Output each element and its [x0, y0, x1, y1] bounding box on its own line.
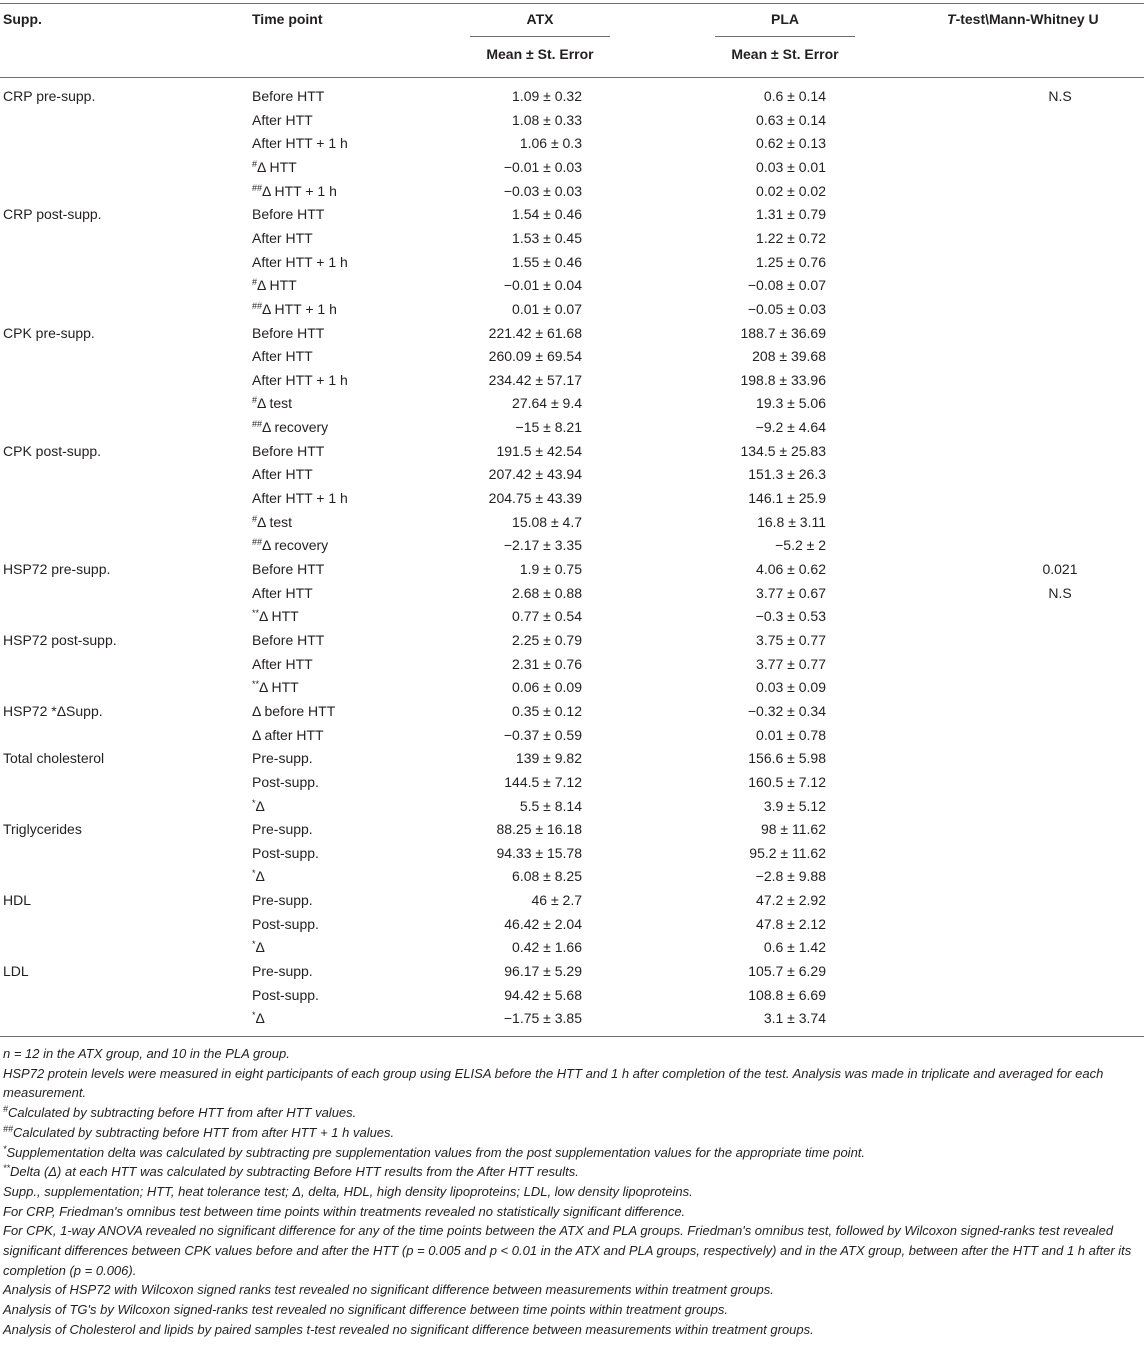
row-atx-value: 94.42 ± 5.68	[504, 986, 582, 1003]
row-footnote-marker: *	[252, 1010, 256, 1021]
row-time-point	[252, 274, 297, 298]
row-test-result	[1020, 440, 1100, 464]
row-time-point	[252, 676, 299, 700]
row-atx-value: 144.5 ± 7.12	[504, 773, 582, 790]
header-test	[947, 11, 1099, 27]
row-time-point	[252, 700, 335, 724]
footnote-text: Supp., supplementation; HTT, heat tolerance test; Δ, delta, HDL, high density lipoproteins; LDL, low density lipoproteins.	[3, 1183, 693, 1199]
row-time-point	[252, 889, 313, 913]
row-atx-value: 94.33 ± 15.78	[496, 844, 582, 861]
row-pla-value: −0.3 ± 0.53	[755, 608, 826, 625]
header-test-rest: -test\Mann-Whitney U	[955, 11, 1099, 27]
header-atx-sub: Mean ± St. Error	[486, 46, 594, 62]
row-time-point	[252, 416, 328, 440]
pla-subheader-rule	[715, 36, 855, 37]
row-atx-value: −0.01 ± 0.03	[503, 158, 582, 175]
row-pla-value: 47.8 ± 2.12	[756, 915, 826, 932]
header-pla: PLA	[771, 11, 799, 27]
row-pla-value: −5.2 ± 2	[775, 537, 826, 554]
row-atx-value: 0.42 ± 1.66	[512, 939, 582, 956]
footnote	[3, 1064, 1141, 1103]
row-test-result	[1020, 298, 1100, 322]
row-test-result	[1020, 345, 1100, 369]
row-footnote-marker: #	[252, 277, 258, 288]
row-pla-value: 0.03 ± 0.01	[756, 158, 826, 175]
row-time-point	[252, 487, 348, 511]
row-atx-value: 5.5 ± 8.14	[519, 797, 582, 814]
row-pla-value: 108.8 ± 6.69	[748, 986, 826, 1003]
row-pla-value: 1.22 ± 0.72	[756, 229, 826, 246]
row-time-point	[252, 132, 348, 156]
row-time-point-label: Δ after HTT	[252, 726, 324, 743]
row-supplement-label: Total cholesterol	[3, 750, 105, 767]
row-time-point	[252, 747, 313, 771]
row-time-point-label: After HTT + 1 h	[252, 135, 348, 152]
row-pla-value: 0.63 ± 0.14	[756, 111, 826, 128]
row-test-result	[1020, 322, 1100, 346]
footnote	[3, 1123, 1141, 1143]
row-time-point-label: After HTT	[252, 655, 313, 672]
row-pla-value: 19.3 ± 5.06	[756, 395, 826, 412]
row-test-result	[1020, 511, 1100, 535]
row-test-result	[1020, 416, 1100, 440]
row-pla-value: −2.8 ± 9.88	[755, 868, 826, 885]
row-time-point	[252, 345, 313, 369]
row-time-point-label: Pre-supp.	[252, 821, 313, 838]
row-time-point-label: Before HTT	[252, 88, 325, 104]
row-atx-value: 6.08 ± 8.25	[512, 868, 582, 885]
row-pla-value: 156.6 ± 5.98	[748, 750, 826, 767]
row-time-point-label: Δ test	[257, 395, 293, 412]
row-test-result	[1020, 653, 1100, 677]
row-test-result	[1020, 889, 1100, 913]
row-footnote-marker: **	[252, 679, 260, 690]
footnote-marker: ##	[3, 1123, 14, 1134]
row-time-point-label: Pre-supp.	[252, 892, 313, 909]
row-test-result	[1020, 747, 1100, 771]
row-time-point-label: Post-supp.	[252, 915, 319, 932]
row-test-result	[1020, 795, 1100, 819]
row-time-point-label: Δ HTT + 1 h	[262, 182, 337, 199]
row-test-result	[1020, 369, 1100, 393]
row-pla-value: −9.2 ± 4.64	[755, 419, 826, 436]
row-time-point-label: Δ recovery	[262, 537, 329, 554]
row-time-point-label: Post-supp.	[252, 844, 319, 861]
row-pla-value: 0.01 ± 0.78	[756, 726, 826, 743]
row-supplement-label: CRP pre-supp.	[3, 88, 96, 104]
row-supplement-label: CPK pre-supp.	[3, 324, 95, 341]
row-pla-value: 4.06 ± 0.62	[756, 561, 826, 577]
row-atx-value: 1.08 ± 0.33	[512, 111, 582, 128]
row-test-result	[1020, 984, 1100, 1008]
row-atx-value: −0.37 ± 0.59	[503, 726, 582, 743]
row-time-point	[252, 322, 324, 346]
row-test-result	[1020, 960, 1100, 984]
footnote	[3, 1182, 1141, 1202]
row-atx-value: 1.55 ± 0.46	[512, 253, 582, 270]
row-atx-value: 204.75 ± 43.39	[488, 490, 582, 506]
row-atx-value: 1.53 ± 0.45	[512, 229, 582, 246]
footnote	[3, 1300, 1141, 1320]
row-time-point-label: After HTT + 1 h	[252, 490, 348, 506]
row-test-result	[1020, 392, 1100, 416]
row-time-point	[252, 180, 337, 204]
row-time-point-label: Δ HTT	[259, 608, 299, 625]
row-atx-value: 27.64 ± 9.4	[512, 395, 582, 412]
row-time-point-label: Δ	[255, 797, 265, 814]
footnote-text: Analysis of Cholesterol and lipids by paired samples t-test revealed no significant difference between measurements within treatment groups.	[3, 1321, 814, 1337]
row-pla-value: 1.25 ± 0.76	[756, 253, 826, 270]
row-time-point	[252, 511, 292, 535]
row-supplement-label: HSP72 post-supp.	[3, 631, 117, 648]
row-time-point-label: After HTT	[252, 348, 313, 365]
row-atx-value: −0.03 ± 0.03	[503, 182, 582, 199]
row-pla-value: 146.1 ± 25.9	[748, 490, 826, 506]
row-pla-value: 0.02 ± 0.02	[756, 182, 826, 199]
row-pla-value: 198.8 ± 33.96	[740, 371, 826, 388]
row-footnote-marker: #	[252, 158, 258, 169]
row-test-result	[1020, 132, 1100, 156]
footnote	[3, 1280, 1141, 1300]
row-pla-value: 3.77 ± 0.77	[756, 655, 826, 672]
row-pla-value: 16.8 ± 3.11	[757, 513, 826, 530]
row-time-point	[252, 984, 319, 1008]
footnote	[3, 1320, 1141, 1340]
row-time-point	[252, 369, 348, 393]
row-atx-value: 234.42 ± 57.17	[488, 371, 582, 388]
row-time-point	[252, 85, 324, 109]
row-time-point	[252, 582, 313, 606]
row-test-result	[1020, 227, 1100, 251]
row-time-point	[252, 534, 328, 558]
row-time-point-label: Δ	[255, 868, 265, 885]
row-supplement-label: LDL	[3, 963, 29, 979]
row-test-result	[1020, 180, 1100, 204]
row-time-point	[252, 558, 324, 582]
row-test-result	[1020, 251, 1100, 275]
row-pla-value: 151.3 ± 26.3	[748, 466, 826, 483]
footnote-text: n = 12 in the ATX group, and 10 in the PLA group.	[3, 1046, 290, 1061]
row-pla-value: −0.32 ± 0.34	[747, 702, 826, 719]
row-time-point	[252, 913, 319, 937]
row-test-result	[1020, 865, 1100, 889]
row-test-result: N.S	[1048, 88, 1072, 104]
row-test-result: 0.021	[1042, 561, 1078, 577]
row-test-result	[1020, 724, 1100, 748]
row-test-result	[1020, 203, 1100, 227]
row-time-point	[252, 109, 313, 133]
row-time-point-label: After HTT	[252, 466, 313, 483]
footnote-text: Delta (Δ) at each HTT was calculated by subtracting Before HTT results from the After HTT results.	[10, 1164, 579, 1180]
row-time-point-label: Δ before HTT	[252, 702, 336, 719]
row-time-point-label: After HTT	[252, 584, 313, 601]
row-atx-value: −2.17 ± 3.35	[503, 537, 582, 554]
row-footnote-marker: #	[252, 513, 258, 524]
row-time-point	[252, 1007, 265, 1031]
row-atx-value: 139 ± 9.82	[515, 750, 582, 767]
header-test-t: T	[947, 11, 956, 27]
row-time-point-label: Post-supp.	[252, 773, 319, 790]
row-atx-value: 96.17 ± 5.29	[504, 963, 582, 979]
row-time-point	[252, 298, 337, 322]
row-time-point-label: After HTT	[252, 111, 313, 128]
table-top-rule	[0, 3, 1144, 4]
footnote	[3, 1143, 1141, 1163]
row-pla-value: 160.5 ± 7.12	[748, 773, 826, 790]
row-test-result	[1020, 274, 1100, 298]
row-time-point	[252, 936, 265, 960]
row-atx-value: 0.01 ± 0.07	[512, 300, 582, 317]
atx-subheader-rule	[470, 36, 610, 37]
row-pla-value: 98 ± 11.62	[760, 821, 826, 838]
row-time-point	[252, 842, 319, 866]
row-time-point-label: Before HTT	[252, 442, 325, 459]
row-time-point	[252, 818, 313, 842]
row-test-result	[1020, 109, 1100, 133]
row-atx-value: −1.75 ± 3.85	[503, 1010, 582, 1027]
row-footnote-marker: *	[252, 868, 256, 879]
row-atx-value: 46.42 ± 2.04	[504, 915, 582, 932]
footnote-text: For CPK, 1-way ANOVA revealed no significant difference for any of the time points between the ATX and PLA groups. Friedman's omnibus test, followed by Wilcoxon signed-ranks test revealed significant differences between CPK values before and after the HTT (p = 0.005 and p < 0.01 in the ATX and PLA groups, respectively) and in the ATX group, between after the HTT and 1 h after its completion (p = 0.006).	[3, 1223, 1132, 1278]
row-atx-value: 1.09 ± 0.32	[512, 88, 582, 104]
row-pla-value: 0.62 ± 0.13	[756, 135, 826, 152]
footnote-text: Analysis of TG's by Wilcoxon signed-ranks test revealed no significant difference between time points within treatment groups.	[3, 1302, 728, 1318]
row-time-point-label: Pre-supp.	[252, 750, 313, 767]
row-atx-value: −0.01 ± 0.04	[503, 277, 582, 294]
footnote-text: For CRP, Friedman's omnibus test between time points within treatments revealed no statistically significant difference.	[3, 1203, 686, 1219]
row-time-point	[252, 795, 265, 819]
footnote-text: Analysis of HSP72 with Wilcoxon signed ranks test revealed no significant difference between measurements within treatment groups.	[3, 1282, 774, 1298]
header-supp: Supp.	[3, 11, 42, 27]
row-atx-value: 0.06 ± 0.09	[512, 679, 582, 696]
row-footnote-marker: **	[252, 608, 260, 619]
row-atx-value: 260.09 ± 69.54	[488, 348, 582, 365]
row-time-point-label: Δ HTT + 1 h	[262, 300, 337, 317]
row-test-result	[1020, 629, 1100, 653]
row-time-point	[252, 771, 319, 795]
row-test-result	[1020, 936, 1100, 960]
row-time-point	[252, 605, 299, 629]
row-time-point	[252, 960, 313, 984]
footnote-text: Calculated by subtracting before HTT from after HTT + 1 h values.	[13, 1124, 395, 1140]
row-atx-value: −15 ± 8.21	[515, 419, 582, 436]
footnote-marker: #	[3, 1104, 9, 1115]
row-time-point-label: Δ HTT	[257, 158, 297, 175]
footnote	[3, 1221, 1141, 1280]
row-supplement-label: Triglycerides	[3, 821, 82, 838]
footnote	[3, 1202, 1141, 1222]
row-footnote-marker: *	[252, 939, 256, 950]
footnote	[3, 1044, 1141, 1064]
row-atx-value: 0.35 ± 0.12	[512, 702, 582, 719]
row-atx-value: 2.31 ± 0.76	[512, 655, 582, 672]
row-time-point	[252, 203, 324, 227]
row-time-point-label: Δ	[255, 1010, 265, 1027]
row-time-point	[252, 251, 348, 275]
row-pla-value: 3.75 ± 0.77	[756, 631, 826, 648]
row-pla-value: 188.7 ± 36.69	[740, 324, 826, 341]
row-pla-value: 0.6 ± 0.14	[763, 88, 826, 104]
row-test-result	[1020, 700, 1100, 724]
row-test-result	[1020, 463, 1100, 487]
row-time-point-label: Pre-supp.	[252, 963, 313, 979]
row-time-point-label: Before HTT	[252, 206, 325, 223]
row-test-result	[1020, 676, 1100, 700]
row-pla-value: −0.08 ± 0.07	[747, 277, 826, 294]
row-test-result	[1020, 818, 1100, 842]
row-time-point-label: After HTT	[252, 229, 313, 246]
footnote-text: Calculated by subtracting before HTT from after HTT values.	[8, 1105, 357, 1121]
row-time-point-label: Before HTT	[252, 631, 325, 648]
row-pla-value: −0.05 ± 0.03	[747, 300, 826, 317]
row-time-point-label: Δ test	[257, 513, 293, 530]
row-pla-value: 0.03 ± 0.09	[756, 679, 826, 696]
row-time-point-label: Before HTT	[252, 324, 325, 341]
row-atx-value: 2.25 ± 0.79	[512, 631, 582, 648]
row-test-result: N.S	[1048, 584, 1072, 601]
row-time-point	[252, 463, 313, 487]
row-test-result	[1020, 842, 1100, 866]
row-test-result	[1020, 605, 1100, 629]
row-test-result	[1020, 156, 1100, 180]
row-pla-value: 3.1 ± 3.74	[763, 1010, 826, 1027]
row-footnote-marker: ##	[252, 419, 263, 430]
row-atx-value: 1.54 ± 0.46	[512, 206, 582, 223]
row-atx-value: 191.5 ± 42.54	[496, 442, 582, 459]
row-pla-value: 3.77 ± 0.67	[756, 584, 826, 601]
row-time-point	[252, 629, 324, 653]
row-time-point	[252, 440, 324, 464]
row-atx-value: 1.9 ± 0.75	[519, 561, 582, 577]
row-atx-value: 46 ± 2.7	[531, 892, 582, 909]
row-pla-value: 105.7 ± 6.29	[748, 963, 826, 979]
footnote-text: Supplementation delta was calculated by subtracting pre supplementation values from the post supplementation values for the appropriate time point.	[6, 1144, 866, 1160]
row-time-point	[252, 156, 297, 180]
row-test-result	[1020, 534, 1100, 558]
row-pla-value: 208 ± 39.68	[752, 348, 826, 365]
row-supplement-label: CPK post-supp.	[3, 442, 102, 459]
row-time-point	[252, 653, 313, 677]
row-time-point-label: After HTT + 1 h	[252, 253, 348, 270]
row-time-point	[252, 227, 313, 251]
row-time-point-label: Δ recovery	[262, 419, 329, 436]
footnote	[3, 1162, 1141, 1182]
row-atx-value: 2.68 ± 0.88	[512, 584, 582, 601]
row-test-result	[1020, 771, 1100, 795]
row-pla-value: 0.6 ± 1.42	[763, 939, 826, 956]
header-time-point: Time point	[252, 11, 323, 27]
row-atx-value: 207.42 ± 43.94	[488, 466, 582, 483]
row-test-result	[1020, 1007, 1100, 1031]
footnote-marker: **	[3, 1163, 11, 1174]
row-time-point-label: Δ HTT	[257, 277, 297, 294]
table-header-rule	[0, 77, 1144, 78]
row-time-point-label: After HTT + 1 h	[252, 371, 348, 388]
footnote-marker: *	[3, 1143, 7, 1154]
row-pla-value: 134.5 ± 25.83	[740, 442, 826, 459]
row-time-point	[252, 724, 324, 748]
row-atx-value: 88.25 ± 16.18	[496, 821, 582, 838]
row-supplement-label: HDL	[3, 892, 32, 909]
header-atx: ATX	[526, 11, 554, 27]
row-footnote-marker: ##	[252, 182, 263, 193]
row-atx-value: 15.08 ± 4.7	[512, 513, 582, 530]
row-test-result	[1020, 487, 1100, 511]
row-footnote-marker: *	[252, 797, 256, 808]
table-bottom-rule	[0, 1036, 1144, 1037]
row-supplement-label: HSP72 *ΔSupp.	[3, 702, 103, 719]
row-time-point-label: Post-supp.	[252, 986, 319, 1003]
row-atx-value: 221.42 ± 61.68	[488, 324, 582, 341]
row-pla-value: 95.2 ± 11.62	[749, 844, 826, 861]
row-atx-value: 0.77 ± 0.54	[512, 608, 582, 625]
row-time-point	[252, 865, 265, 889]
row-time-point-label: Δ	[255, 939, 265, 956]
row-footnote-marker: ##	[252, 300, 263, 311]
row-pla-value: 1.31 ± 0.79	[756, 206, 826, 223]
row-atx-value: 1.06 ± 0.3	[519, 135, 582, 152]
row-supplement-label: HSP72 pre-supp.	[3, 561, 111, 577]
row-time-point	[252, 392, 292, 416]
table-footnotes	[3, 1044, 1141, 1340]
header-pla-sub: Mean ± St. Error	[731, 46, 839, 62]
row-footnote-marker: ##	[252, 537, 263, 548]
row-test-result	[1020, 913, 1100, 937]
row-time-point-label: Δ HTT	[259, 679, 299, 696]
row-time-point-label: Before HTT	[252, 561, 325, 577]
row-supplement-label: CRP post-supp.	[3, 206, 102, 223]
footnote	[3, 1103, 1141, 1123]
footnote-text: HSP72 protein levels were measured in eight participants of each group using ELISA before the HTT and 1 h after completion of the test. Analysis was made in triplicate and averaged for each measurement.	[3, 1065, 1104, 1101]
row-pla-value: 47.2 ± 2.92	[756, 892, 826, 909]
row-footnote-marker: #	[252, 395, 258, 406]
row-pla-value: 3.9 ± 5.12	[763, 797, 826, 814]
